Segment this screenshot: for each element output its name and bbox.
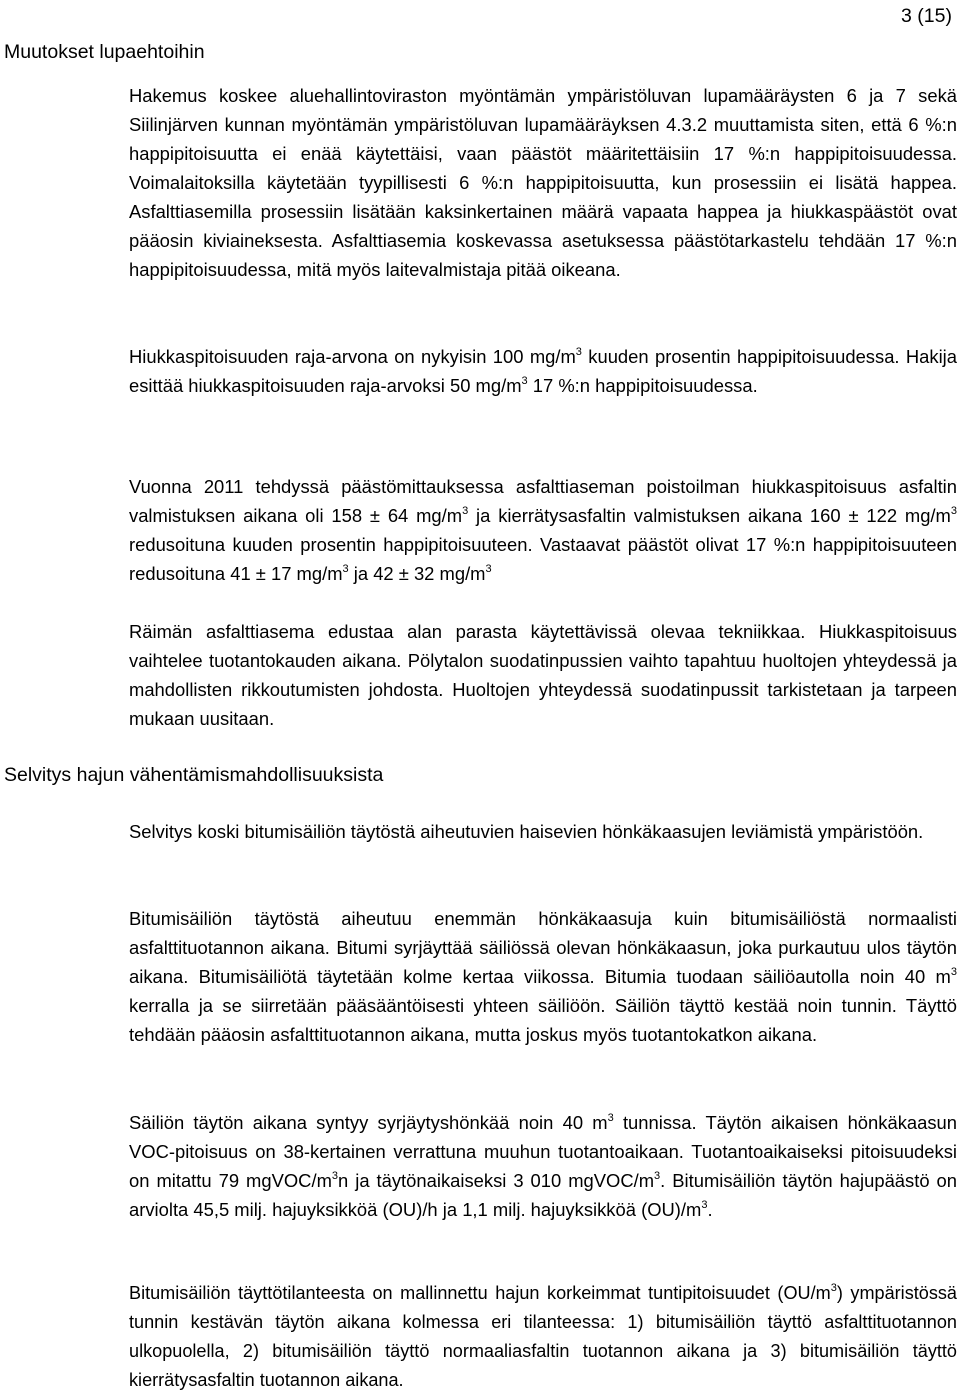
page-number: 3 (15) <box>901 5 952 27</box>
paragraph-hakemus: Hakemus koskee aluehallintoviraston myöntämän ympäristöluvan lupamääräysten 6 ja 7 sekä Siilinjärven kunnan myöntämän ympäristöluvan lupamääräyksen 4.3.2 muuttamista siten, että 6 %:n happipitoisuutta ei enää käytettäisi, vaan päästöt määritettäisiin 17 %:n happipitoisuudessa. Voimalaitoksilla käytetään tyypillisesti 6 %:n happipitoisuutta, kun prosessiin ei lisätä happea. Asfalttiasemilla prosessiin lisätään kaksinkertainen määrä vapaata happea ja hiukkaspäästöt ovat pääosin kiviaineksesta. Asfalttiasemia koskevassa asetuksessa päästötarkastelu tehdään 17 %:n happipitoisuudessa, mitä myös laitevalmistaja pitää oikeana. <box>129 85 957 280</box>
superscript: 3 <box>575 346 582 358</box>
paragraph-syrjaytys: Säiliön täytön aikana syntyy syrjäytyshönkää noin 40 $m^3$ tunnissa. Täytön aikaisen hönkäkaasun VOC-pitoisuus on 38-kertainen verrattuna muuhun tuotantoaikaan. Tuotantoaikaiseksi pitoisuudeksi on mitattu 79 mgVOC/$m^3n$ ja täytönaikaiseksi 3 010 mgVOC/$m^3$. Bitumisäiliön täytön hajupäästö on arviolta 45,5 milj. hajuyksikköä (OU)/h ja 1,1 milj. hajuyksikköä $(OU)/m^3$. <box>129 1112 957 1220</box>
paragraph-taytto: Bitumisäiliön täytöstä aiheutuu enemmän hönkäkaasuja kuin bitumisäiliöstä normaalisti asfalttituotannon aikana. Bitumi syrjäyttää säiliössä olevan hönkäkaasun, joka purkautuu ulos täytön aikana. Bitumisäiliötä täytetään kolme kertaa viikossa. Bitumia tuodaan säiliöautolla noin 40 $m^3$ kerralla ja se siirretään pääsääntöisesti yhteen säiliöön. Säiliön täyttö kestää noin tunnin. Täyttö tehdään pääosin asfalttituotannon aikana, mutta joskus myös tuotantokatkon aikana. <box>129 908 957 1045</box>
superscript: 3 <box>485 563 492 575</box>
superscript: 3 <box>654 1170 661 1182</box>
paragraph-raja-arvo: Hiukkaspitoisuuden raja-arvona on nykyisin 100 $mg/m^3$ kuuden prosentin happipitoisuudessa. Hakija esittää hiukkaspitoisuuden raja-arvoksi 50 $mg/m^3$ 17 %:n happipitoisuudessa. <box>129 346 957 396</box>
paragraph-tekniikka: Räimän asfalttiasema edustaa alan parasta käytettävissä olevaa tekniikkaa. Hiukkaspitoisuus vaihtelee tuotantokauden aikana. Pölytalon suodatinpussien vaihto tapahtuu huoltojen yhteydessä ja mahdollisten rikkoutumisten johdosta. Huoltojen yhteydessä suodatinpussit tarkistetaan ja tarpeen mukaan uusitaan. <box>129 621 957 729</box>
superscript: 3 <box>701 1199 708 1211</box>
superscript: 3 <box>331 1170 339 1182</box>
superscript: 3 <box>950 966 957 978</box>
superscript: 3 <box>462 505 469 517</box>
superscript: 3 <box>521 375 528 387</box>
superscript: 3 <box>342 563 349 575</box>
superscript: 3 <box>607 1112 614 1124</box>
paragraph-selvitys: Selvitys koski bitumisäiliön täytöstä aiheutuvien haisevien hönkäkaasujen leviämistä ympäristöön. <box>129 821 924 842</box>
section-heading-haju: Selvitys hajun vähentämismahdollisuuksista <box>4 764 384 786</box>
paragraph-mittaus: Vuonna 2011 tehdyssä päästömittauksessa asfalttiaseman poistoilman hiukkaspitoisuus asfaltin valmistuksen aikana oli 158 ± 64 $mg/m^3$ ja kierrätysasfaltin valmistuksen aikana 160 ± 122 $mg/m^3$ redusoituna kuuden prosentin happipitoisuuteen. Vastaavat päästöt olivat 17 %:n happipitoisuuteen redusoituna 41 ± 17 $mg/m^3$ ja 42 ± 32 $mg/m^3$ <box>129 476 957 584</box>
section-heading-lupaehdot: Muutokset lupaehtoihin <box>4 41 205 63</box>
superscript: 3 <box>950 505 957 517</box>
superscript: 3 <box>830 1282 837 1294</box>
paragraph-mallinnus: Bitumisäiliön täyttötilanteesta on mallinnettu hajun korkeimmat tuntipitoisuudet $(OU/m^3)$ ympäristössä tunnin kestävän täytön aikana kolmessa eri tilanteessa: 1) bitumisäiliön täyttö asfalttituotannon ulkopuolella, 2) bitumisäiliön täyttö normaaliasfaltin tuotannon aikana ja 3) bitumisäiliön täyttö kierrätysasfaltin tuotannon aikana. <box>129 1282 957 1390</box>
